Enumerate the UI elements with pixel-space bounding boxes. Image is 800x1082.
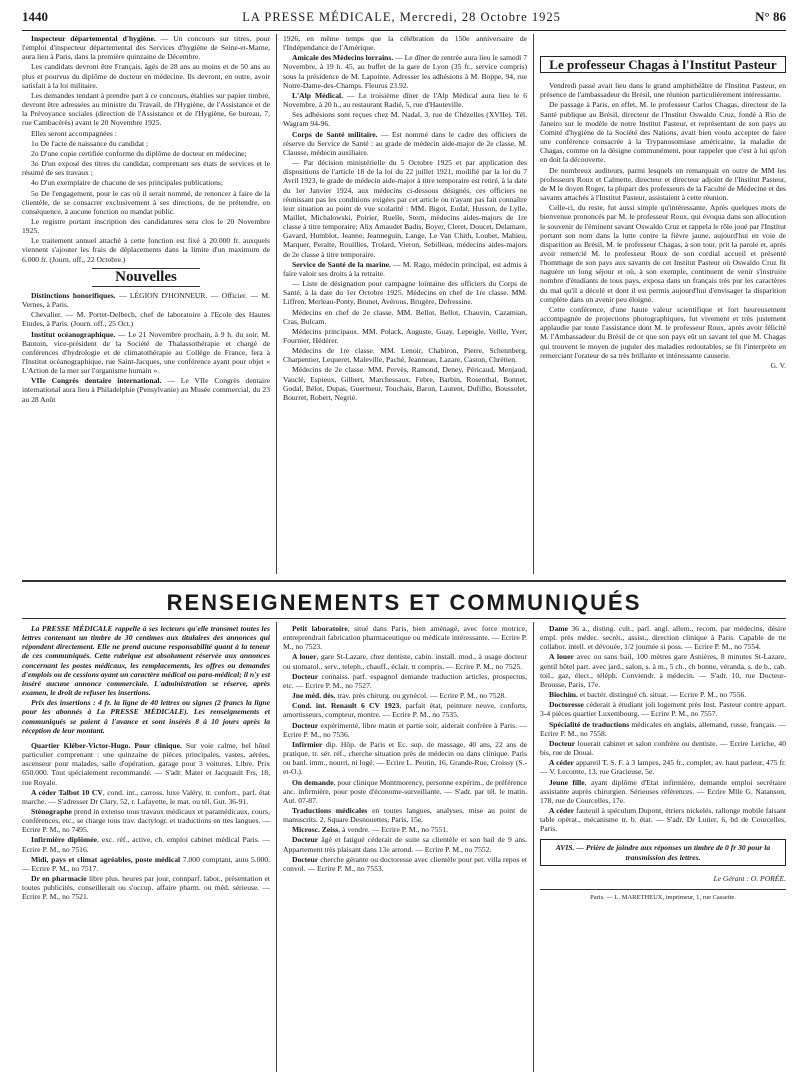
imprimeur: Paris. — L. MARETHEUX, imprimeur, 1, rue Cassette.	[590, 893, 736, 901]
ad-text: avec ou sans bail, 100 mètres gare Asnières, 8 minutes St-Lazare, gentil hôtel part. avec jard., salon, s. à m., 5 ch., ch bonne, véranda, s. de b., cab. toil., gaz, élect., téléph. Conviendr. à médecin. — S'adr. 10, rue Docteur-Brousse, Paris, 17e.	[540, 652, 786, 689]
classified-ad	[283, 701, 527, 719]
ad-text: , cond. int., carross. luxe Valéry, tr. confort., parf. état marche. — S'adresser Dr Clary, 52, r. Lafayette, le mat. ou tél. Gut. 36-91.	[22, 787, 270, 806]
ad-list-2	[283, 624, 527, 873]
chagas-p4: Celle-ci, du reste, fut aussi simple qu'intéressante. Après quelques mots de bienvenue prononcés par M. le professeur Roux, qui évoqua dans son allocution le souvenir de l'éminent savant Oswaldo Cruz et rappela le rôle joué par l'Institut portant son nom dans la lutte contre la fièvre jaune, aujourd'hui en voie de disparition au Brésil, M. le professeur Chagas, à son tour, prit la parole et, après avoir remercié M. le professeur Roux de son cordial accueil et présenté l'hommage de son pays aux savants de cet Institut Pasteur où Oswaldo Cruz fit naguère un long séjour et où, à son exemple, continuent de venir s'instruire nombre d'étudiants de tous pays, exposa dans un français très pur les caractères du mal qu'il a décelé et dont il est permis aujourd'hui d'envisager la disparition complète dans un avenir peu éloigné.	[540, 203, 786, 304]
rc-column-2	[283, 624, 527, 874]
classified-ad	[540, 758, 786, 776]
nouvelles-title: Nouvelles	[115, 268, 177, 285]
ad-lead: Jne méd. dés.	[292, 691, 336, 701]
ad-text: , à vendre. — Ecrire P. M., no 7551.	[338, 825, 448, 835]
column-divider	[276, 34, 277, 574]
ad-text: céderait à étudiant joli logement près Inst. Pasteur contre appart. 3-4 pièces quartier Luxembourg. — Ecrire P. M., no 7557.	[540, 700, 786, 719]
ad-text: cherche gérante ou doctoresse avec clientèle pour pet. villa repos et convol. — Ecrire P. M., no 7553.	[283, 854, 527, 873]
ad-lead: Traductions médicales	[292, 805, 368, 815]
ad-text: expérimenté, libre matin et partie soir, aiderait confrère à Paris. — Ecrire P. M., no 7536.	[283, 720, 527, 739]
alp-text-2: Ses adhésions sont reçues chez M. Nadal, 3, rue de Chézelles (XVIIe). Tél. Wagram 94-96.	[283, 110, 527, 129]
oceano-title: Institut océanographique.	[31, 329, 116, 339]
distinctions-text-2: Chevalier. — M. Portet-Delbech, chef de laboratoire à l'Ecole des Hautes Etudes, à Paris. (Journ. off., 25 Oct.)	[22, 310, 270, 329]
list-item: 3o D'un exposé des titres du candidat, comprenant ses états de services et le résumé de ses travaux ;	[22, 159, 270, 178]
classified-ad	[540, 720, 786, 738]
ad-text: , gare St-Lazare, chez dentiste, cabin. install. mod., à usage docteur ou stomatol., serv., teleph., chauff., éclair. tt compris. — Ecrire P. M., no 7525.	[283, 652, 527, 671]
journal-line: LA PRESSE MÉDICALE, Mercredi, 28 Octobre 1925	[242, 9, 561, 24]
chagas-p3: De nombreux auditeurs, parmi lesquels on remarquait en outre de MM les professeurs Roux et Calmette, directeur et directeur adjoint de l'Institut Pasteur, de M le doyen Roger, la plupart des professeurs de la Faculté de Médecine et des savants attachés à l'Institut Pasteur, assistaient à cette réunion.	[540, 165, 786, 203]
classified-ad	[283, 624, 527, 651]
chagas-p5: Cette conférence, d'une haute valeur scientifique et fort heureusement accompagnée de projections photographiques, fut vivement et très justement applaudie par toute l'assistance dont M. le professeur Roux, après avoir félicité M. l'Ambassadeur du Brésil de ce que son pays eût un savant tel que M. Chagas qui trouvent le moyen de juguler des maladies redoutables, se fit l'interprète en remerciant l'orateur de sa très brillante et intéressante causerie.	[540, 304, 786, 360]
ad-lead: Jeune fille	[549, 777, 585, 787]
ad-text: fauteuil à spéculum Dupont, étriers nickelés, rallonge mobile faisant table opérat., mécanisme tr. b. état. — S'adr. Dr Lutier, 6, bd de Courcelles, Paris.	[540, 805, 786, 834]
congres-continued: 1926, en même temps que la célébration du 150e anniversaire de l'Indépendance de l'Amérique.	[283, 34, 527, 53]
ad-text: 36 a., disting. cult., parl. angl. allem., recom. par médecins, désire empl. près médec. secrét., assist., direction clinique à Paris. Capable de tte collabor. intell. et dévouée, 1/2 journée si poss. — Ecrire P. M., no 7554.	[540, 624, 786, 652]
marine-text-5: Médecins de 1re classe. MM. Lenoir, Chabiron, Pierre, Schennberg, Charpentier, Lequeret, Maleville, Paché, Jeanneau, Lazare, Caston, Chrétien.	[283, 346, 527, 365]
classified-ad	[540, 806, 786, 833]
section-rule	[22, 618, 786, 619]
amicale-text: — Le dîner de rentrée aura lieu le samedi 7 Novembre, à 19 h. 45, au buffet de la gare de Lyon (35 fr., service compris) sous la présidence de M. Lapointe. Adresser les adhésions à M. Boppe, 94, rue Notre-Dame-des-Champs. Fleurus 23.92.	[283, 53, 527, 90]
classified-ad	[22, 874, 270, 901]
avis-label: AVIS.	[555, 843, 575, 853]
ad-text: libre plus. heures par jour, connparf. labor., présentation et toutes publicités, conseillerait ou s'occup. affaire pharm. ou méd. sérieuse. — Ecrire P. M., no 7521.	[22, 874, 270, 902]
classified-ad	[22, 855, 270, 873]
corps-text-2: — Par décision ministérielle du 5 Octobre 1925 et par application des dispositions de l'article 18 de la loi du 22 juillet 1921, modifié par la loi du 7 Avril 1923, le grade de médecin aide-major à titre temporaire est retiré, à la date du 1er Janvier 1924, aux médecins ci-dessous désignés, ces officiers ne réunissant pas les conditions exigées par cet article ou n'ayant pas fait connaître leur situation au point de vue scolarité : MM. Bigot, Eudal, Husson, de Lylle, Maillet, Michalowski, Poirier, Ruelle, Stern, médecins aides-majors de 1re classe à titre temporaire; Alix Amaudet Badis, Boyer, Cleret, Doucet, Delamare, Gavard, Humblot, Jeanne, Jeanneguin, Lange, Le Van Chith, Loubet, Mahieu, Marquer, Peralte, Rouillies, Trolard, Vieron, Sebilleau, médecins aides-majors de 2e classe à titre temporaire.	[283, 158, 527, 259]
ad-lead: A céder	[549, 758, 574, 768]
ad-text: trav. près chirurg. ou gynécol. — Ecrire P. M., no 7528.	[335, 691, 507, 701]
classified-ad	[540, 700, 786, 718]
classified-ad	[540, 624, 786, 651]
list-item: 1o De l'acte de naissance du candidat ;	[31, 138, 149, 148]
classified-ad	[540, 739, 786, 757]
congres-text: — Le VIIe Congrès dentaire international aura lieu à Philadelphie (Pensylvanie) au Musée commercial, du 23 au 28 Août	[22, 376, 270, 404]
chagas-p2: De passage à Paris, en effet, M. le professeur Carlos Chagas, directeur de la Santé publique au Brésil, directeur de l'Institut Oswaldo Cruz, fondé à Rio de Janeiro sur le modèle de notre Institut Pasteur, et représentant de son pays au Comité d'hygiène de la Société des Nations, avait bien voulu accepter de faire une conférence consacrée à la Trypanosomiase américaine, la maladie de Chagas, comme on la désigne communément, pour rappeler que c'est à lui qu'on en doit la découverte.	[540, 100, 786, 165]
page-header	[22, 4, 786, 31]
issue-number: N° 86	[755, 9, 786, 24]
ad-text: appareil T. S. F. à 3 lampes, 245 fr., complet; av. haut parleur, 475 fr. — V. Lecomte, 13, rue Gracieuse, 5e.	[540, 758, 786, 777]
list-item: 2o D'une copie certifiée conforme du diplôme de docteur en médecine;	[31, 148, 247, 158]
alp-text: — Le troisième dîner de l'Alp Médical aura lieu le 6 Novembre, à 20 h., au restaurant Radié, 5, rue d'Hauteville.	[283, 90, 527, 110]
ad-text: 7.000 comptant, auto 5.000. — Ecrire P. M., no 7517.	[22, 854, 270, 873]
ad-lead: Dr en pharmacie	[31, 874, 87, 884]
gerant: Le Gérant : O. PORÉE.	[713, 873, 786, 883]
rc-column-1	[22, 624, 270, 903]
classified-ad	[283, 740, 527, 777]
ad-lead: Cond. int. Renault 6 CV 1923	[292, 701, 400, 711]
avis-text: — Prière de joindre aux réponses un timbre de 0 fr 30 pour la transmission des lettres.	[574, 843, 771, 862]
ad-lead: Docteur	[292, 854, 319, 864]
inspecteur-text: — Un concours sur titres, pour l'emploi d'inspecteur départemental des Services d'hygiène de Seine-et-Marne, aura lieu à Paris, dans la première quinzaine de Décembre.	[22, 34, 270, 62]
oceano-text: — Le 21 Novembre prochain, à 9 h. du soir, M. Bautoin, vice-président de la Société de Thalassothérapie et chargé de conférences d'hydrologie et de climatothérapie au Collège de France, fera à l'Institut océanographique, rue Saint-Jacques, une conférence ayant pour objet « L'Action de la mer sur l'organisme humain ».	[22, 329, 271, 376]
ad-lead: Infirmier	[292, 739, 323, 749]
inspecteur-title: Inspecteur départemental d'hygiène.	[31, 34, 156, 43]
distinctions-title: Distinctions honorifiques.	[31, 290, 116, 300]
marine-text-3: Médecins en chef de 2e classe. MM. Bellot, Bellot, Chauvin, Cazamian, Cras, Bulcam.	[283, 307, 527, 326]
ad-text: , ayant diplôme d'Etat infirmière, demande emploi secrétaire assistante auprès chirurgien. Sérieuses références. — Ecrire Mlle G. Natanson, 178, rue de Courcelles, 17e.	[540, 777, 786, 805]
rc-prices: Prix des insertions : 4 fr. la ligne de 40 lettres ou signes (2 francs la ligne pour les abonnés à La PRESSE MÉDICALE). Les renseignements et communiqués se paient à l'avance et sont insérés 8 à 10 jours après la réception de leur montant.	[22, 698, 270, 735]
ad-text: louerait cabinet et salon confrère ou dentiste. — Ecrire Leriche, 40 bis, rue de Douai.	[540, 738, 786, 758]
classified-ad	[283, 835, 527, 853]
ad-lead: Microsc. Zeiss	[292, 825, 339, 835]
classified-ad	[22, 807, 270, 834]
ad-lead: On demande	[292, 777, 334, 787]
ad-lead: Quartier Kléber-Victor-Hugo. Pour clinique.	[31, 740, 182, 750]
classified-ad	[540, 778, 786, 805]
ad-text: connaiss. parf. espagnol demande traduction articles, prospectus, etc. — Ecrire P. M., no 7527.	[283, 671, 527, 690]
column-2	[283, 34, 527, 403]
ad-text: âgé et fatigué céderait de suite sa clientèle et son bail de 9 ans. Appartement très plaisant dans 13e arrond. — Ecrire P. M., no 7552.	[283, 835, 527, 854]
ad-lead: Petit laboratoire	[292, 624, 348, 633]
ad-lead: Docteur	[549, 738, 576, 748]
ad-text: et bactér. distingué ch. situat. — Ecrire P. M., no 7556.	[577, 690, 747, 700]
congres-title: VIIe Congrès dentaire international.	[31, 376, 162, 386]
classified-ad	[283, 721, 527, 739]
marine-title: Service de Santé de la marine.	[292, 259, 391, 269]
ad-text: prend in extenso tous travaux médicaux et paramédicaux, cours, conférences, etc., se charge tous trav. dactylogr. et traductions en ttes langues. — Ecrire P. M., no 7495.	[22, 806, 270, 835]
ad-lead: Docteur	[292, 720, 319, 730]
inspecteur-p4: Elles seront accompagnées :	[31, 128, 117, 138]
ad-lead: A louer	[292, 652, 317, 662]
classified-ad	[283, 806, 527, 824]
renseignements-title: RENSEIGNEMENTS ET COMMUNIQUÉS	[166, 590, 642, 615]
list-item: 4o D'un exemplaire de chacune de ses principales publications;	[31, 178, 223, 188]
ad-text: , exc. réf., active, ch. emploi cabinet médical Paris. — Ecrire P. M., no 7516.	[22, 835, 271, 854]
ad-lead: Infirmière diplômée	[31, 835, 97, 845]
classified-ad	[22, 788, 270, 806]
inspecteur-p6: Le traitement annuel attaché à cette fonction est fixé à 20.000 fr. auxquels viennent s'ajouter les frais de déplacements dans la limite d'un maximum de 6.000 fr. (Journ. off., 22 Octobre.)	[22, 236, 270, 264]
ad-lead: Docteur	[292, 835, 319, 845]
ad-list-1	[22, 741, 270, 902]
classified-ad	[540, 652, 786, 689]
marine-text-2: — Liste de désignation pour campagne lointaine des officiers du Corps de Santé, à la date du 1er Octobre 1925. Médecins en chef de 1re classe. MM. Liffren, Merleau-Ponty, Brunet, Avérous, Brugère, Defressine.	[283, 279, 527, 307]
ad-lead: Biochim.	[549, 690, 578, 700]
ad-text: , pour clinique Montmorency, personne expérim., de préférence anc. infirmière, pour poste d'économe-surveillante. — S'adr. par tél. le matin. Aut. 07-87.	[283, 777, 528, 805]
inspecteur-p3: Les demandes tendant à prendre part à ce concours, établies sur papier timbré, devront être adressées au ministre du Travail, de l'Hygiène, de l'Assistance et de la Prévoyance sociales (direction de l'Assistance et de l'Hygiène, 6e bureau, 7, rue Cambacérès) avant le 20 Novembre 1925.	[22, 90, 270, 128]
corps-title: Corps de Santé militaire.	[292, 129, 378, 139]
page-number: 1440	[22, 9, 48, 24]
classified-ad	[22, 835, 270, 853]
ad-lead: A céder Talbot 10 CV	[31, 787, 103, 797]
ad-text: médicales en anglais, allemand, russe, français. — Ecrire P. M., no 7558.	[540, 719, 787, 738]
classified-ad	[22, 741, 270, 787]
ad-text: dip. Hôp. de Paris et Ec. sup. de massage, 40 ans, 22 ans de pratique, tr. sér. réf., cherche situation près de médecin ou dans clinique. Paris ou banl. imm., nourri, ni logé. — Ecrire L. Peutin, 16, Grande-Rue, Croissy (S.-et-O.).	[283, 739, 527, 777]
classified-ad	[283, 652, 527, 670]
ad-lead: Doctoresse	[549, 700, 584, 710]
classified-ad	[283, 855, 527, 873]
corps-text: — Est nommé dans le cadre des officiers de réserve du Service de Santé : au grade de médecin aide-major de 2e classe, M. Clausse, médecin auxiliaire.	[283, 129, 527, 157]
ad-lead: Dame	[549, 624, 568, 633]
amicale-title: Amicale des Médecins lorrains.	[292, 53, 394, 63]
ad-text: , parfait état, peinture neuve, conforts, amortisseurs, compteur, montre. — Ecrire P. M., no 7535.	[283, 701, 527, 720]
ad-text: Sur voie calme, bel hôtel particulier comprenant : une quinzaine de pièces principales, vastes, aérées, ascenseur pour malades, salle d'opération, garage pour 3 voitures. Libre. Prix 650.000. Tout spécialement recommandé. — S'adr. Mater et Jacquault Frs, 18, rue Royale.	[22, 740, 270, 787]
section-rule	[22, 580, 786, 582]
chagas-title-box	[540, 56, 786, 73]
ad-lead: Spécialité de traductions	[549, 719, 630, 729]
inspecteur-p2: Les candidats devront être Français, âgés de 28 ans au moins et de 50 ans au plus et pourvus du diplôme de docteur en médecine. Ils devront, en outre, avoir satisfait à la loi militaire.	[22, 62, 270, 90]
rc-notice: La PRESSE MÉDICALE rappelle à ses lecteurs qu'elle transmet toutes les lettres contenant un timbre de 30 centimes aux titulaires des annonces qui répondent directement. Elle ne prend aucune responsabilité quant à la teneur de ces communiqués. Cette rubrique est absolument réservée aux annonces concernant les postes médicaux, les remplacements, les offres ou demandes d'emplois ou de cessions ayant un caractère médical ou para-médical; il n'y est inséré aucune annonce commerciale. L'administration se réserve, après examen, le droit de refuser les insertions.	[22, 624, 270, 698]
column-3	[540, 34, 786, 371]
ad-lead: Midi, pays et climat agréables, poste médical	[31, 854, 181, 864]
chagas-p1: Vendredi passé avait lieu dans le grand amphithéâtre de l'Institut Pasteur, en présence de l'ambassadeur du Brésil, une réunion particulièrement intéressante.	[540, 81, 786, 100]
journal-page	[22, 0, 786, 1082]
classified-ad	[540, 690, 786, 699]
ad-text: , situé dans Paris, bien aménagé, avec force motrice, entreprendrait fabrication pharmaceutique ou médicale intéressante. — Ecrire P. M., no 7523.	[283, 624, 527, 652]
classified-ad	[283, 825, 527, 834]
divider	[92, 286, 200, 287]
chagas-title: Le professeur Chagas à l'Institut Pasteur	[549, 57, 777, 72]
column-1	[22, 34, 270, 405]
marine-text-4: Médecins principaux. MM. Polack, Auguste, Guay, Lepeigle, Veille, Yver, Fournier, Hédérer.	[283, 326, 527, 345]
ad-lead: A céder	[549, 805, 574, 815]
classified-ad	[283, 778, 527, 805]
marine-text: — M. Rago, médecin principal, est admis à faire valoir ses droits à la retraite.	[283, 259, 527, 278]
classified-ad	[283, 672, 527, 690]
rc-column-3	[540, 624, 786, 903]
ad-lead: Sténographe	[31, 806, 72, 816]
ad-text: en toutes langues, analyses, mise au point de manuscrits. 2, Square Desnouettes, Paris, 15e.	[283, 805, 528, 825]
inspecteur-p5: Le registre portant inscription des candidatures sera clos le 20 Novembre 1925.	[22, 216, 270, 236]
chagas-signature: G. V.	[770, 360, 786, 370]
avis-box	[540, 839, 786, 865]
column-divider	[533, 622, 534, 1072]
ad-lead: A louer	[549, 652, 574, 662]
marine-text-6: Médecins de 2e classe. MM. Pervès, Ramond, Deney, Péricaud, Menjaud, Vauclé, Espieux, Gilbert, Marchessaux, Febre, Barbin, Rosenthal, Bonnet, Godal, Bélot, Dupas, Guermeur, Touchais, Baron, Laurent, Dufilho, Boussolet, Bourret, Robert, Negrié.	[283, 365, 527, 402]
ad-lead: Docteur	[292, 671, 319, 681]
classified-ad	[283, 691, 527, 700]
alp-title: L'Alp Médical.	[292, 90, 344, 100]
column-divider	[276, 622, 277, 1072]
distinctions-text: — LÉGION D'HONNEUR. — Officier. — M. Vernes, à Paris.	[22, 290, 271, 310]
ad-list-3	[540, 624, 786, 833]
column-divider	[533, 34, 534, 574]
list-item: 5o De l'engagement, pour le cas où il serait nommé, de renoncer à faire de la clientèle, de se consacrer exclusivement à ses directions, de ne prétendre, en conséquence, à aucune fonction ou mandat public.	[22, 188, 270, 216]
